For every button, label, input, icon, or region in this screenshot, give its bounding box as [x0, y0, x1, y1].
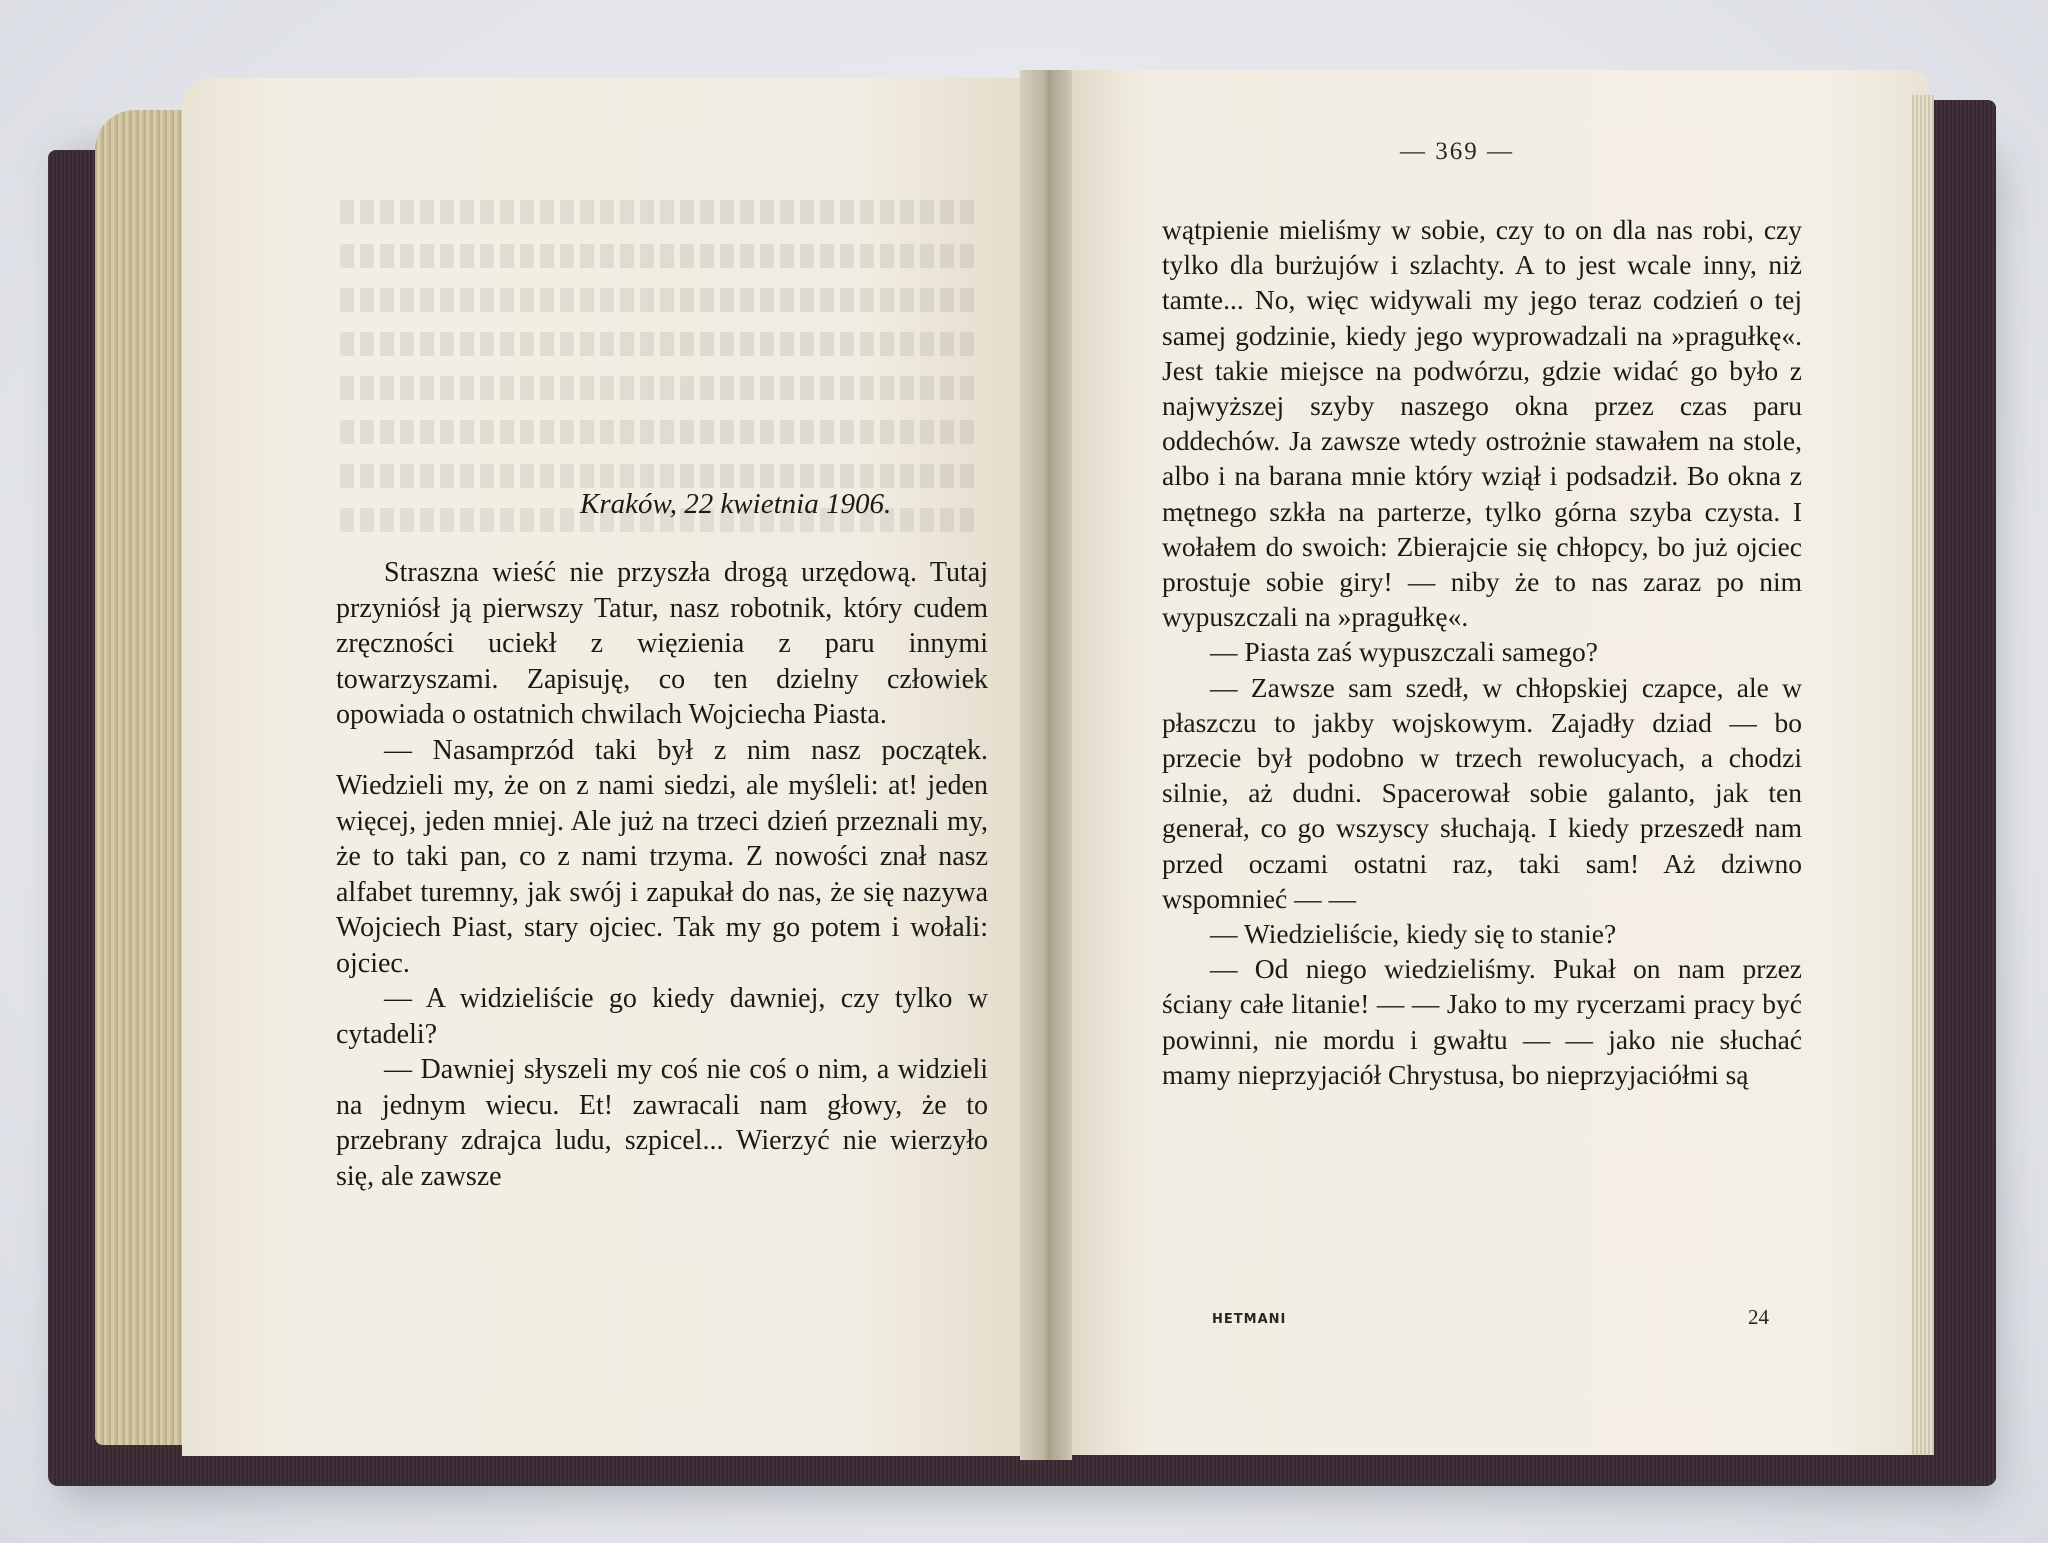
paragraph: — A widzieliście go kiedy dawniej, czy tylko w cytadeli? — [336, 983, 988, 1050]
paragraph: — Dawniej słyszeli my coś nie coś o nim, a widzieli na jednym wiecu. Et! zawracali nam głowy, że to przebrany zdrajca ludu, szpicel... Wierzyć nie wierzyło się, ale zawsze — [336, 1054, 988, 1192]
show-through-text — [340, 200, 980, 580]
right-page-edge — [1912, 95, 1934, 1455]
paragraph: — Wiedzieliście, kiedy się to stanie? — [1210, 918, 1617, 950]
page-number-header: — 369 — — [1400, 138, 1514, 165]
signature-number: 24 — [1748, 1305, 1769, 1329]
left-page-text — [336, 555, 988, 1194]
book-gutter — [1020, 70, 1072, 1460]
paragraph: — Zawsze sam szedł, w chłopskiej czapce, ale w płaszczu to jakby wojskowym. Zajadły dziad — bo przecie był podobno w trzech rewolucyach, a chodzi silnie, aż dudni. Spacerował sobie galanto, jak ten generał, co go wszyscy słuchają. I kiedy przeszedł nam przed oczami ostatni raz, taki sam! Aż dziwno wspomnieć — — — [1162, 671, 1802, 914]
date-heading: Kraków, 22 kwietnia 1906. — [580, 488, 892, 520]
paragraph: — Od niego wiedzieliśmy. Pukał on nam przez ściany całe litanie! — — Jako to my rycerzami pracy być powinni, nie mordu i gwałtu — — jako nie słuchać mamy nieprzyjaciół Chrystusa, bo nieprzyjaciółmi są — [1162, 953, 1802, 1090]
right-page-text — [1162, 212, 1802, 1092]
paragraph: wątpienie mieliśmy w sobie, czy to on dla nas robi, czy tylko dla burżujów i szlachty. A to jest wcale inny, niż tamte... No, więc widywali my jego teraz codzień o tej samej godzinie, kiedy jego wyprowadzali na »pragułkę«. Jest takie miejsce na podwórzu, gdzie widać go było z najwyższej szyby naszego okna przez czas paru oddechów. Ja zawsze wtedy ostrożnie stawałem na stole, albo i na barana mnie który wziął i podsadził. Bo okna z mętnego szkła na parterze, tylko górna szyba czysta. I wołałem do swoich: Zbierajcie się chłopcy, bo już ojciec prostuje sobie giry! — niby że to nas zaraz po nim wypuszczali na »pragułkę«. — [1162, 214, 1802, 633]
paragraph: — Piasta zaś wypuszczali samego? — [1210, 636, 1598, 668]
signature-mark: HETMANI — [1212, 1312, 1287, 1327]
paragraph: Straszna wieść nie przyszła drogą urzędową. Tutaj przyniósł ją pierwszy Tatur, nasz robotnik, który cudem zręczności uciekł z więzienia z paru innymi towarzyszami. Zapisuję, co ten dzielny człowiek opowiada o ostatnich chwilach Wojciecha Piasta. — [336, 557, 988, 730]
paragraph: — Nasamprzód taki był z nim nasz początek. Wiedzieli my, że on z nami siedzi, ale myśleli: at! jeden więcej, jeden mniej. Ale już na trzeci dzień przeznali my, że to taki pan, co z nami trzyma. Z nowości znał nasz alfabet turemny, jak swój i zapukał do nas, że się nazywa Wojciech Piast, stary ojciec. Tak my go potem i wołali: ojciec. — [336, 734, 988, 979]
